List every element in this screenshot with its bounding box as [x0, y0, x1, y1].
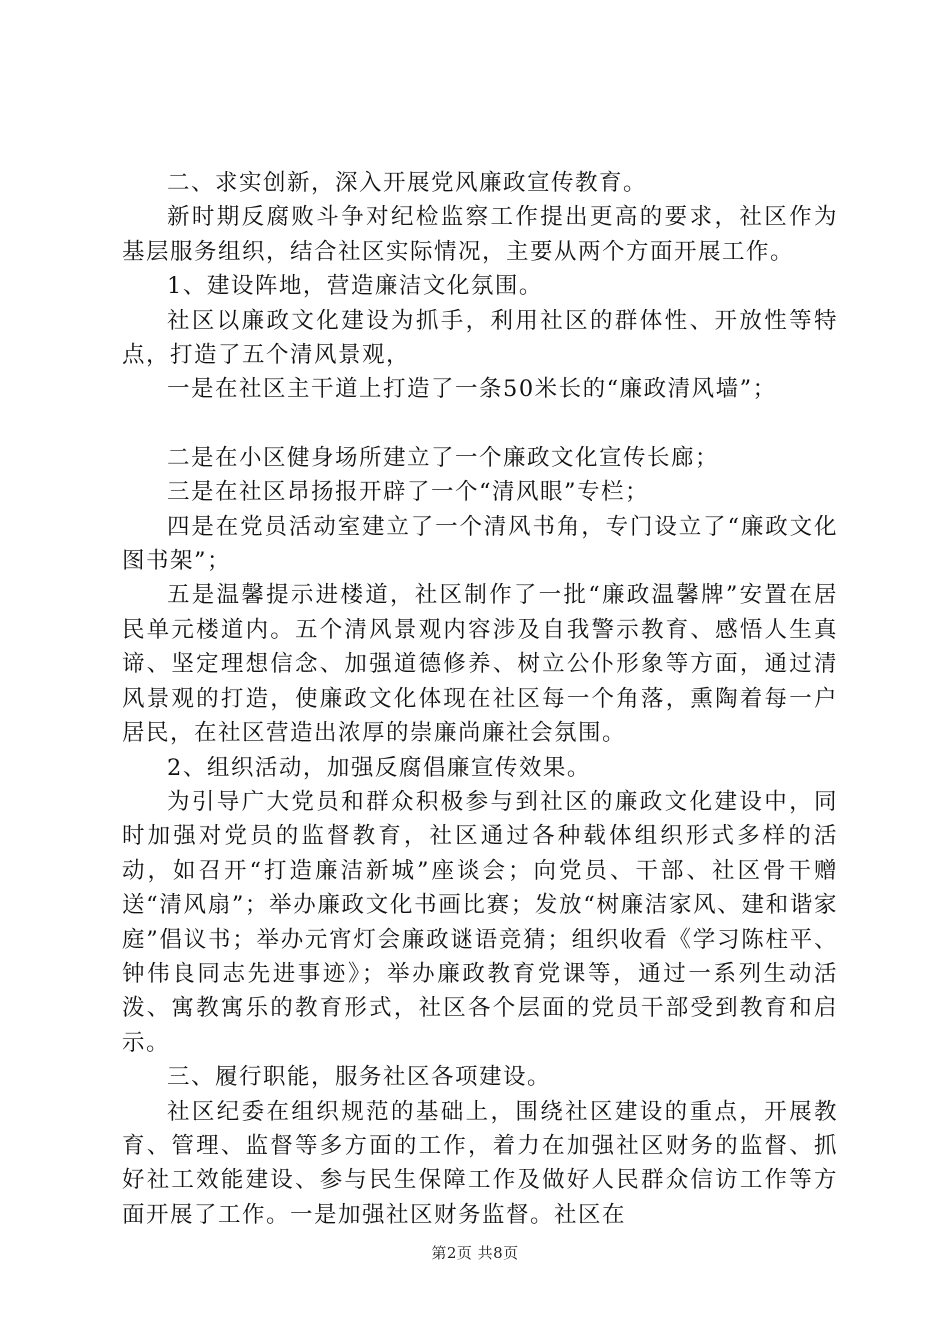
- paragraph: 新时期反腐败斗争对纪检监察工作提出更高的要求，社区作为基层服务组织，结合社区实际情况，主要从两个方面开展工作。: [122, 204, 838, 265]
- paragraph: 为引导广大党员和群众积极参与到社区的廉政文化建设中，同时加强对党员的监督教育，社区通过各种载体组织形式多样的活动，如召开“打造廉洁新城”座谈会；向党员、干部、社区骨干赠送“清风扇”；举办廉政文化书画比赛；发放“树廉洁家风、建和谐家庭”倡议书；举办元宵灯会廉政谜语竞猜；组织收看《学习陈柱平、钟伟良同志先进事迹》；举办廉政教育党课等，通过一系列生动活泼、寓教寓乐的教育形式，社区各个层面的党员干部受到教育和启示。: [122, 788, 838, 1056]
- document-body: [122, 166, 838, 1232]
- page-number-footer: 第2页 共8页: [431, 1244, 519, 1262]
- subsection-heading-2: 2、组织活动，加强反腐倡廉宣传效果。: [167, 754, 591, 781]
- paragraph: 社区以廉政文化建设为抓手，利用社区的群体性、开放性等特点，打造了五个清风景观，: [122, 307, 838, 369]
- paragraph: 社区纪委在组织规范的基础上，围绕社区建设的重点，开展教育、管理、监督等多方面的工作，着力在加强社区财务的监督、抓好社工效能建设、参与民生保障工作及做好人民群众信访工作等方面开展了工作。一是加强社区财务监督。社区在: [122, 1098, 838, 1228]
- list-item: 一是在社区主干道上打造了一条50米长的“廉政清风墙”；: [167, 376, 777, 403]
- list-item: 三是在社区昂扬报开辟了一个“清风眼”专栏；: [167, 479, 650, 506]
- list-item: 五是温馨提示进楼道，社区制作了一批“廉政温馨牌”安置在居民单元楼道内。五个清风景观内容涉及自我警示教育、感悟人生真谛、坚定理想信念、加强道德修养、树立公仆形象等方面，通过清风景观的打造，使廉政文化体现在社区每一个角落，熏陶着每一户居民，在社区营造出浓厚的崇廉尚廉社会氛围。: [122, 582, 838, 747]
- list-item: 四是在党员活动室建立了一个清风书角，专门设立了“廉政文化图书架”；: [122, 513, 838, 575]
- section-heading-2: 二、求实创新，深入开展党风廉政宣传教育。: [167, 170, 648, 196]
- list-item: 二是在小区健身场所建立了一个廉政文化宣传长廊；: [167, 444, 720, 471]
- subsection-heading-1: 1、建设阵地，营造廉洁文化氛围。: [167, 273, 543, 300]
- section-heading-3: 三、履行职能，服务社区各项建设。: [167, 1064, 552, 1091]
